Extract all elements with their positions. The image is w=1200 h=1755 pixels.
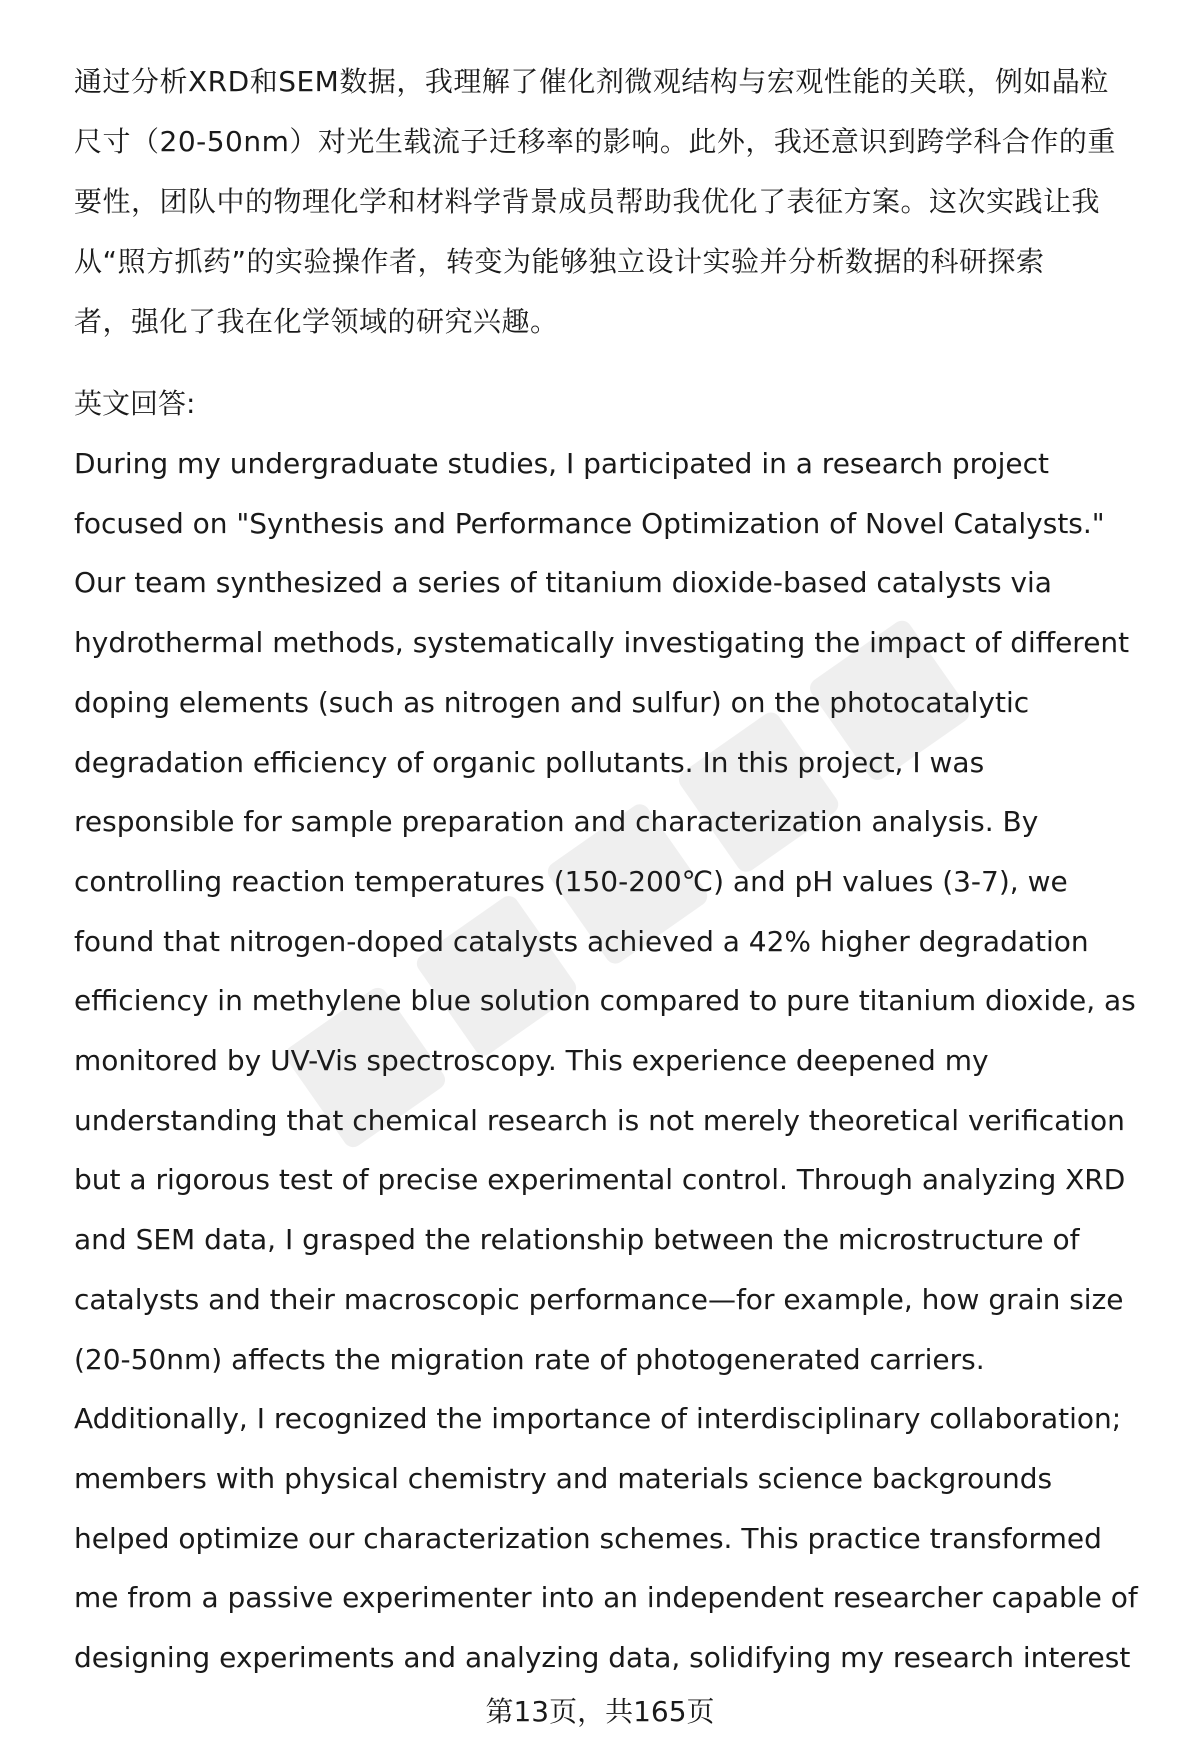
text-line: degradation efficiency of organic pollutants. In this project, I was xyxy=(74,745,985,779)
text-line: 者，强化了我在化学领域的研究兴趣。 xyxy=(74,305,559,338)
text-line: controlling reaction temperatures (150-200℃) and pH values (3-7), we xyxy=(74,864,1068,898)
text-line: but a rigorous test of precise experimental control. Through analyzing XRD xyxy=(74,1163,1126,1197)
text-line: 通过分析XRD和SEM数据，我理解了催化剂微观结构与宏观性能的关联，例如晶粒 xyxy=(74,65,1109,98)
text-line: responsible for sample preparation and characterization analysis. By xyxy=(74,805,1039,839)
text-line: understanding that chemical research is not merely theoretical verification xyxy=(74,1103,1125,1137)
text-line: focused on "Synthesis and Performance Optimization of Novel Catalysts." xyxy=(74,506,1105,540)
text-line: Our team synthesized a series of titanium dioxide-based catalysts via xyxy=(74,566,1052,600)
text-line: 要性，团队中的物理化学和材料学背景成员帮助我优化了表征方案。这次实践让我 xyxy=(74,185,1101,218)
text-line: hydrothermal methods, systematically investigating the impact of different xyxy=(74,626,1130,660)
text-line: 尺寸（20-50nm）对光生载流子迁移率的影响。此外，我还意识到跨学科合作的重 xyxy=(74,125,1116,158)
text-line: monitored by UV-Vis spectroscopy. This experience deepened my xyxy=(74,1044,989,1078)
text-line: helped optimize our characterization schemes. This practice transformed xyxy=(74,1521,1102,1555)
text-line: During my undergraduate studies, I participated in a research project xyxy=(74,447,1050,480)
document-body xyxy=(74,52,1149,1688)
text-line: (20-50nm) affects the migration rate of photogenerated carriers. xyxy=(74,1342,985,1376)
text-line: members with physical chemistry and materials science backgrounds xyxy=(74,1461,1053,1495)
text-line: and SEM data, I grasped the relationship between the microstructure of xyxy=(74,1223,1080,1257)
text-line: me from a passive experimenter into an independent researcher capable of xyxy=(74,1581,1138,1615)
english-answer-paragraph xyxy=(74,434,1149,1688)
text-line: 从“照方抓药”的实验操作者，转变为能够独立设计实验并分析数据的科研探索 xyxy=(74,245,1045,278)
english-answer-label: 英文回答: xyxy=(74,387,196,420)
page-number-footer: 第13页，共165页 xyxy=(485,1695,715,1728)
text-line: designing experiments and analyzing data, solidifying my research interest xyxy=(74,1641,1131,1675)
text-line: Additionally, I recognized the importance of interdisciplinary collaboration; xyxy=(74,1402,1122,1436)
chinese-answer-paragraph xyxy=(74,52,1149,352)
text-line: doping elements (such as nitrogen and sulfur) on the photocatalytic xyxy=(74,685,1030,719)
text-line: catalysts and their macroscopic performance—for example, how grain size xyxy=(74,1282,1124,1316)
text-line: found that nitrogen-doped catalysts achieved a 42% higher degradation xyxy=(74,924,1089,958)
text-line: efficiency in methylene blue solution compared to pure titanium dioxide, as xyxy=(74,984,1136,1018)
